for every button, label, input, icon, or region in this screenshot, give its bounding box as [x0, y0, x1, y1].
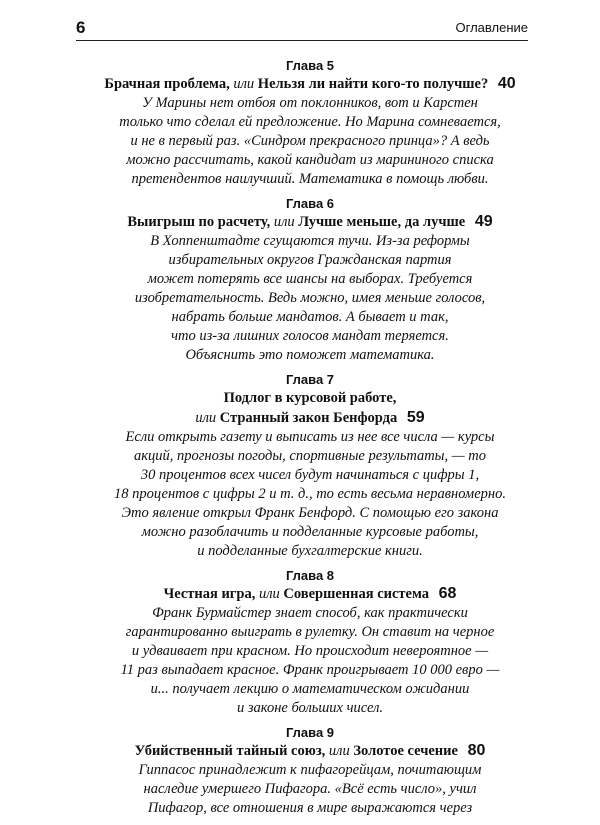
title-alt-text: Нельзя ли найти кого-то получше?: [257, 76, 489, 92]
description-line: гарантированно выиграть в рулетку. Он ставит на черное: [125, 624, 495, 640]
chapter-entry: [100, 196, 520, 365]
description-line: и... получает лекцию о математическом ожидании: [150, 681, 470, 697]
description-line: 30 процентов всех чисел будут начинаться с цифры 1,: [140, 467, 480, 483]
chapter-description: [100, 761, 520, 818]
chapter-entry: [100, 372, 520, 561]
chapter-description: [100, 232, 520, 365]
chapter-title[interactable]: [100, 212, 520, 232]
description-line: можно разоблачить и подделанные курсовые работы,: [141, 524, 479, 540]
description-line: и удваивает при красном. Но происходит невероятное —: [131, 643, 489, 659]
description-line: В Хоппенштадте сгущаются тучи. Из-за реформы: [150, 233, 470, 249]
description-line: изобретательность. Ведь можно, имея меньше голосов,: [134, 290, 486, 306]
description-line: У Марины нет отбоя от поклонников, вот и Карстен: [142, 95, 478, 111]
description-line: Если открыть газету и выписать из нее все числа — курсы: [125, 429, 495, 445]
description-line: что из-за лишних голосов мандат теряется.: [171, 328, 449, 344]
title-main-text: Убийственный тайный союз,: [134, 743, 326, 759]
chapter-label: Глава 7: [285, 372, 335, 387]
chapter-title[interactable]: [100, 74, 520, 94]
table-of-contents: [100, 58, 520, 825]
description-line: можно рассчитать, какой кандидат из марининого списка: [126, 152, 494, 168]
description-line: 18 процентов с цифры 2 и т. д., то есть весьма неравномерно.: [114, 486, 506, 502]
running-title: Оглавление: [455, 20, 528, 35]
chapter-title[interactable]: [100, 584, 520, 604]
chapter-page-number: 49: [474, 213, 493, 230]
chapter-label: Глава 5: [285, 58, 335, 73]
chapter-page-number: 80: [467, 742, 486, 759]
title-main-text: Честная игра,: [163, 586, 256, 602]
title-main-text: Выигрыш по расчету,: [127, 214, 271, 230]
title-conjunction: или: [273, 214, 295, 230]
description-line: 11 раз выпадает красное. Франк проигрывает 10 000 евро —: [120, 662, 500, 678]
description-line: Франк Бурмайстер знает способ, как практически: [152, 605, 468, 621]
chapter-entry: [100, 58, 520, 189]
description-line: набрать больше мандатов. А бывает и так,: [171, 309, 449, 325]
description-line: наследие умершего Пифагора. «Всё есть число», учил: [143, 781, 477, 797]
description-line: Объяснить это поможет математика.: [185, 347, 435, 363]
chapter-description: [100, 94, 520, 189]
title-main-text: Брачная проблема,: [104, 76, 230, 92]
chapter-page-number: 59: [406, 409, 425, 426]
title-conjunction: или: [328, 743, 350, 759]
page-header: [76, 18, 528, 41]
chapter-title[interactable]: [100, 408, 520, 428]
title-alt-text: Золотое сечение: [353, 743, 458, 759]
description-line: и подделанные бухгалтерские книги.: [197, 543, 423, 559]
title-main-text: Подлог в курсовой работе,: [223, 390, 397, 406]
description-line: акций, прогнозы погоды, спортивные результаты, — то: [133, 448, 486, 464]
title-conjunction: или: [233, 76, 255, 92]
chapter-entry: [100, 725, 520, 818]
title-alt-text: Совершенная система: [283, 586, 430, 602]
chapter-description: [100, 604, 520, 718]
description-line: Пифагор, все отношения в мире выражаются через: [147, 800, 473, 816]
chapter-label: Глава 9: [285, 725, 335, 740]
title-alt-text: Странный закон Бенфорда: [219, 410, 398, 426]
title-conjunction: или: [258, 586, 280, 602]
chapter-page-number: 68: [438, 585, 457, 602]
description-line: Гиппасос принадлежит к пифагорейцам, почитающим: [138, 762, 482, 778]
chapter-label: Глава 8: [285, 568, 335, 583]
description-line: и не в первый раз. «Синдром прекрасного принца»? А ведь: [130, 133, 490, 149]
description-line: может потерять все шансы на выборах. Требуется: [147, 271, 473, 287]
chapter-description: [100, 428, 520, 561]
description-line: претендентов наилучший. Математика в помощь любви.: [131, 171, 489, 187]
description-line: только что сделал ей предложение. Но Марина сомневается,: [119, 114, 501, 130]
description-line: и законе больших чисел.: [236, 700, 384, 716]
chapter-page-number: 40: [497, 75, 516, 92]
chapter-title[interactable]: [100, 388, 520, 408]
description-line: избирательных округов Гражданская партия: [168, 252, 452, 268]
chapter-title[interactable]: [100, 741, 520, 761]
chapter-entry: [100, 568, 520, 718]
description-line: Это явление открыл Франк Бенфорд. С помощью его закона: [121, 505, 499, 521]
title-conjunction: или: [195, 410, 217, 426]
chapter-label: Глава 6: [285, 196, 335, 211]
title-alt-text: Лучше меньше, да лучше: [298, 214, 466, 230]
page-number: 6: [76, 18, 86, 37]
